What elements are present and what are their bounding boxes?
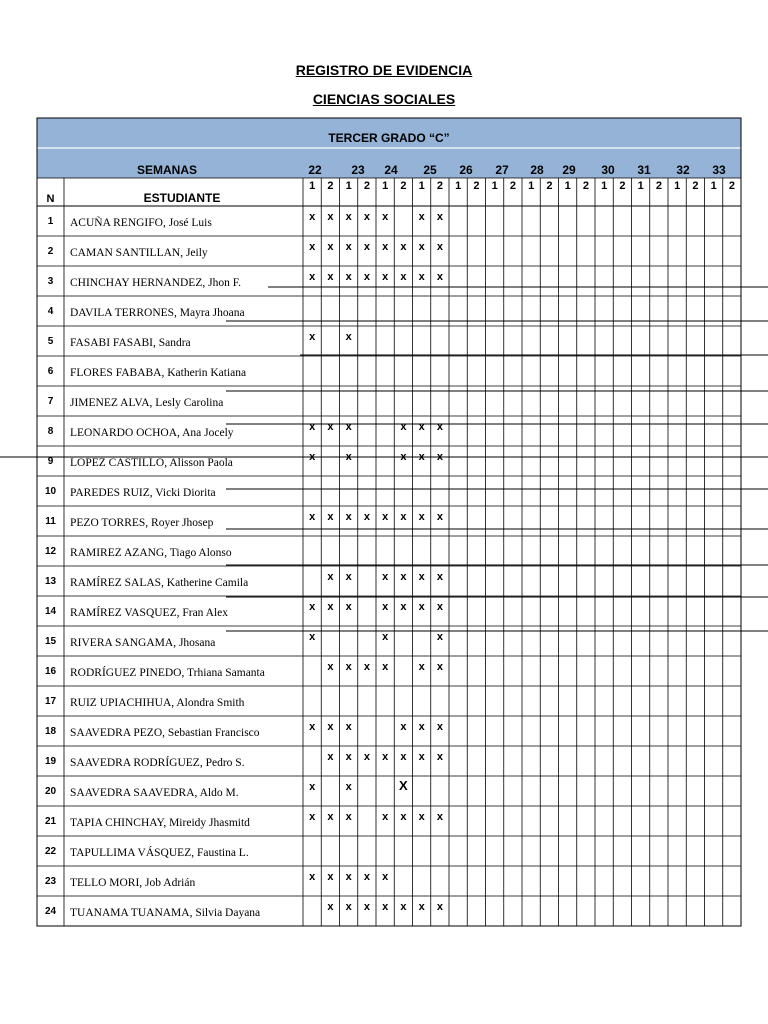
subcolumn-label: 2 [728, 180, 735, 192]
evidence-mark: x [436, 601, 443, 613]
evidence-mark: x [418, 811, 425, 823]
evidence-mark: x [382, 211, 389, 223]
evidence-mark: x [418, 511, 425, 523]
student-name: JIMENEZ ALVA, Lesly Carolina [70, 397, 224, 409]
subcolumn-label: 2 [400, 180, 407, 192]
student-name: SAAVEDRA SAAVEDRA, Aldo M. [70, 787, 239, 799]
row-number: 12 [44, 546, 57, 557]
evidence-mark: x [400, 571, 407, 583]
week-number: 22 [308, 163, 322, 177]
evidence-mark: x [309, 211, 316, 223]
evidence-mark: x [345, 871, 352, 883]
evidence-mark: x [309, 601, 316, 613]
evidence-mark: x [436, 571, 443, 583]
evidence-mark: x [382, 241, 389, 253]
document-subtitle: CIENCIAS SOCIALES [312, 91, 456, 107]
evidence-mark: x [309, 721, 316, 733]
student-name: RAMÍREZ SALAS, Katherine Camila [70, 577, 249, 589]
row-number: 8 [47, 426, 54, 437]
evidence-mark: x [309, 631, 316, 643]
evidence-mark: x [382, 511, 389, 523]
evidence-mark: x [345, 271, 352, 283]
evidence-mark: x [327, 661, 334, 673]
student-name: LOPEZ CASTILLO, Alisson Paola [70, 457, 233, 469]
evidence-mark: x [309, 511, 316, 523]
week-number: 26 [459, 163, 473, 177]
subcolumn-label: 2 [546, 180, 553, 192]
evidence-mark: x [418, 451, 425, 463]
subcolumn-label: 1 [491, 180, 498, 192]
weeks-label: SEMANAS [136, 163, 198, 177]
evidence-mark: x [345, 211, 352, 223]
row-number: 3 [47, 276, 54, 287]
row-number: 1 [47, 216, 54, 227]
student-name: ACUÑA RENGIFO, José Luis [70, 217, 212, 229]
student-name: RIVERA SANGAMA, Jhosana [70, 637, 216, 649]
evidence-mark: x [382, 571, 389, 583]
evidence-mark: x [345, 331, 352, 343]
evidence-mark: x [382, 751, 389, 763]
evidence-mark: x [309, 781, 316, 793]
evidence-mark: x [327, 241, 334, 253]
row-number: 7 [47, 396, 54, 407]
row-number: 15 [44, 636, 57, 647]
evidence-mark: x [418, 421, 425, 433]
row-number: 23 [44, 876, 57, 887]
evidence-mark: x [309, 241, 316, 253]
row-number: 22 [44, 846, 57, 857]
evidence-mark: x [363, 241, 370, 253]
subcolumn-label: 2 [655, 180, 662, 192]
subcolumn-label: 2 [436, 180, 443, 192]
subcolumn-label: 1 [710, 180, 717, 192]
evidence-mark: x [327, 751, 334, 763]
student-name: RAMIREZ AZANG, Tiago Alonso [70, 547, 232, 559]
evidence-mark: x [327, 511, 334, 523]
row-number: 24 [44, 906, 57, 917]
subcolumn-label: 1 [455, 180, 462, 192]
evidence-mark: x [309, 871, 316, 883]
student-name: TAPULLIMA VÁSQUEZ, Faustina L. [70, 847, 249, 859]
evidence-mark: x [363, 901, 370, 913]
evidence-mark: x [345, 421, 352, 433]
evidence-mark: x [327, 271, 334, 283]
evidence-mark: x [418, 601, 425, 613]
row-number: 20 [44, 786, 57, 797]
evidence-mark: x [327, 421, 334, 433]
evidence-mark: x [418, 751, 425, 763]
student-name: CAMAN SANTILLAN, Jeily [70, 247, 208, 259]
week-number: 33 [712, 163, 726, 177]
week-number: 28 [530, 163, 544, 177]
evidence-mark: x [400, 511, 407, 523]
student-name: TUANAMA TUANAMA, Silvia Dayana [70, 907, 261, 919]
evidence-mark: x [345, 901, 352, 913]
grade-label: TERCER GRADO “C” [328, 131, 450, 145]
row-number: 16 [44, 666, 57, 677]
week-number: 32 [676, 163, 690, 177]
evidence-mark: x [327, 211, 334, 223]
student-name: FASABI FASABI, Sandra [70, 337, 191, 349]
evidence-mark: x [345, 571, 352, 583]
subcolumn-label: 2 [509, 180, 516, 192]
evidence-mark: x [345, 781, 352, 793]
evidence-mark: x [363, 871, 370, 883]
evidence-mark: x [309, 331, 316, 343]
evidence-mark: x [345, 661, 352, 673]
subcolumn-label: 2 [692, 180, 699, 192]
evidence-mark: x [436, 241, 443, 253]
evidence-mark: x [363, 511, 370, 523]
student-name: RUIZ UPIACHIHUA, Alondra Smith [70, 697, 245, 709]
evidence-mark: x [418, 211, 425, 223]
n-header: N [46, 193, 55, 205]
student-name: CHINCHAY HERNANDEZ, Jhon F. [70, 277, 242, 289]
evidence-mark: x [382, 271, 389, 283]
document-title: REGISTRO DE EVIDENCIA [295, 62, 473, 78]
evidence-mark: x [436, 451, 443, 463]
evidence-mark: x [345, 811, 352, 823]
evidence-mark: x [436, 511, 443, 523]
evidence-mark: X [399, 778, 408, 793]
evidence-mark: x [345, 721, 352, 733]
subcolumn-label: 1 [601, 180, 608, 192]
evidence-mark: x [436, 811, 443, 823]
evidence-mark: x [400, 721, 407, 733]
student-name: RODRÍGUEZ PINEDO, Trhiana Samanta [70, 667, 265, 679]
student-header: ESTUDIANTE [143, 191, 221, 205]
evidence-mark: x [382, 661, 389, 673]
row-number: 13 [44, 576, 57, 587]
evidence-mark: x [309, 271, 316, 283]
evidence-mark: x [345, 241, 352, 253]
row-number: 14 [44, 606, 57, 617]
week-number: 30 [601, 163, 615, 177]
evidence-mark: x [345, 451, 352, 463]
week-number: 31 [637, 163, 651, 177]
row-number: 4 [47, 306, 54, 317]
evidence-mark: x [327, 811, 334, 823]
evidence-mark: x [382, 871, 389, 883]
row-number: 5 [47, 336, 54, 347]
student-name: PEZO TORRES, Royer Jhosep [70, 517, 214, 529]
week-number: 24 [384, 163, 398, 177]
evidence-mark: x [327, 721, 334, 733]
subcolumn-label: 2 [473, 180, 480, 192]
student-name: TELLO MORI, Job Adrián [70, 877, 196, 889]
subcolumn-label: 1 [564, 180, 571, 192]
row-number: 19 [44, 756, 57, 767]
subcolumn-label: 1 [345, 180, 352, 192]
evidence-mark: x [382, 631, 389, 643]
subcolumn-label: 1 [382, 180, 389, 192]
evidence-mark: x [363, 271, 370, 283]
evidence-mark: x [363, 661, 370, 673]
subcolumn-label: 1 [418, 180, 425, 192]
evidence-mark: x [400, 241, 407, 253]
evidence-mark: x [309, 421, 316, 433]
evidence-mark: x [436, 271, 443, 283]
row-number: 21 [44, 816, 57, 827]
evidence-mark: x [345, 751, 352, 763]
evidence-mark: x [436, 721, 443, 733]
evidence-mark: x [363, 211, 370, 223]
evidence-mark: x [436, 421, 443, 433]
evidence-mark: x [400, 751, 407, 763]
week-number: 25 [423, 163, 437, 177]
student-name: FLORES FABABA, Katherin Katiana [70, 367, 247, 379]
subcolumn-label: 2 [619, 180, 626, 192]
evidence-mark: x [418, 241, 425, 253]
evidence-mark: x [382, 811, 389, 823]
row-number: 10 [44, 486, 57, 497]
evidence-mark: x [327, 571, 334, 583]
evidence-mark: x [436, 901, 443, 913]
evidence-mark: x [418, 571, 425, 583]
evidence-mark: x [436, 631, 443, 643]
evidence-mark: x [400, 601, 407, 613]
subcolumn-label: 2 [363, 180, 370, 192]
row-number: 2 [47, 246, 54, 257]
evidence-mark: x [418, 661, 425, 673]
evidence-mark: x [327, 871, 334, 883]
evidence-mark: x [309, 451, 316, 463]
evidence-mark: x [309, 811, 316, 823]
student-name: PAREDES RUIZ, Vicki Diorita [70, 487, 216, 499]
student-name: TAPIA CHINCHAY, Mireidy Jhasmitd [70, 817, 250, 829]
evidence-mark: x [436, 661, 443, 673]
row-number: 6 [47, 366, 54, 377]
evidence-mark: x [400, 271, 407, 283]
evidence-mark: x [327, 601, 334, 613]
row-number: 9 [47, 456, 54, 467]
row-number: 18 [44, 726, 57, 737]
student-name: DAVILA TERRONES, Mayra Jhoana [70, 307, 245, 319]
evidence-mark: x [436, 211, 443, 223]
evidence-mark: x [345, 511, 352, 523]
subcolumn-label: 1 [674, 180, 681, 192]
week-number: 23 [351, 163, 365, 177]
row-number: 11 [45, 516, 56, 527]
subcolumn-label: 1 [528, 180, 535, 192]
week-number: 27 [495, 163, 509, 177]
evidence-mark: x [400, 421, 407, 433]
evidence-mark: x [382, 601, 389, 613]
evidence-mark: x [418, 721, 425, 733]
evidence-mark: x [400, 901, 407, 913]
evidence-mark: x [418, 271, 425, 283]
evidence-mark: x [436, 751, 443, 763]
evidence-mark: x [400, 451, 407, 463]
subcolumn-label: 2 [582, 180, 589, 192]
evidence-mark: x [345, 601, 352, 613]
week-number: 29 [562, 163, 576, 177]
student-name: SAAVEDRA PEZO, Sebastian Francisco [70, 727, 260, 739]
student-name: RAMÍREZ VASQUEZ, Fran Alex [70, 607, 229, 619]
subcolumn-label: 2 [327, 180, 334, 192]
student-name: LEONARDO OCHOA, Ana Jocely [70, 427, 234, 439]
evidence-mark: x [418, 901, 425, 913]
evidence-mark: x [327, 901, 334, 913]
student-name: SAAVEDRA RODRÍGUEZ, Pedro S. [70, 757, 245, 769]
evidence-mark: x [382, 901, 389, 913]
subcolumn-label: 1 [309, 180, 316, 192]
subcolumn-label: 1 [637, 180, 644, 192]
row-number: 17 [44, 696, 57, 707]
evidence-mark: x [363, 751, 370, 763]
evidence-mark: x [400, 811, 407, 823]
